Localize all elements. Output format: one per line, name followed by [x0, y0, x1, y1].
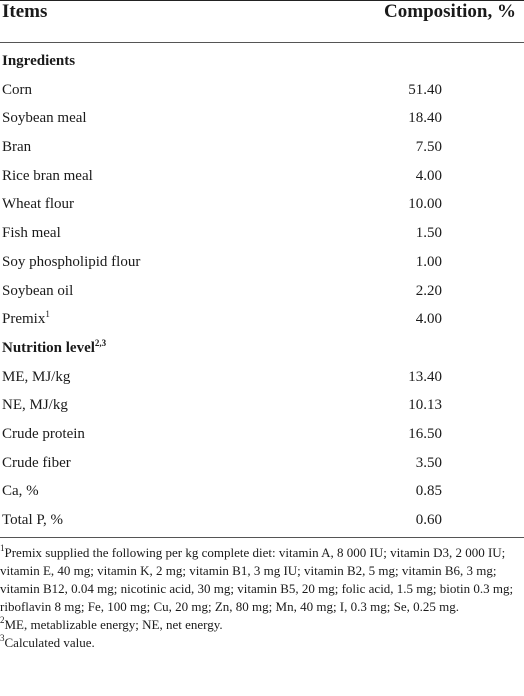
row-label: Rice bran meal	[2, 167, 93, 184]
row-label: Fish meal	[2, 225, 61, 242]
table-row	[0, 305, 524, 334]
row-label: Ca, %	[2, 483, 39, 500]
row-label: Soybean meal	[2, 110, 87, 127]
row-label-text: Premix	[2, 311, 46, 328]
row-value: 0.60	[415, 512, 442, 528]
footnote-marker: 1	[0, 543, 5, 553]
table-row	[0, 248, 524, 277]
header-items: Items	[2, 1, 48, 22]
footnote	[0, 634, 522, 652]
table-body	[0, 47, 524, 535]
header-rule	[0, 42, 524, 43]
footnote-marker: 1	[45, 309, 50, 320]
row-label: Corn	[2, 81, 32, 98]
footnote-marker: 2,3	[94, 337, 107, 348]
table-row	[0, 477, 524, 506]
table-row	[0, 162, 524, 191]
row-label: Wheat flour	[2, 196, 75, 213]
row-value: 4.00	[415, 167, 442, 184]
table-row	[0, 190, 524, 219]
section-nutrition-level	[0, 334, 524, 363]
row-value: 2.20	[415, 282, 442, 299]
footnote-text: Calculated value.	[4, 635, 95, 650]
footnote-text: Premix supplied the following per kg complete diet: vitamin A, 8 000 IU; vitamin D3, 2 000 IU; vitamin E, 40 mg; vitamin K, 2 mg; vitamin B1, 3 mg IU; vitamin B2, 5 mg; vitamin B6, 3 mg; vitamin B12, 0.04 mg; nicotinic acid, 30 mg; vitamin B5, 20 mg; folic acid, 1.5 mg; biotin 0.3 mg; riboflavin 8 mg; Fe, 100 mg; Cu, 20 mg; Zn, 80 mg; Mn, 40 mg; I, 0.3 mg; Se, 0.25 mg.	[0, 545, 514, 614]
table-row	[0, 420, 524, 449]
footnote	[0, 616, 522, 634]
row-value: 0.85	[415, 483, 442, 500]
section-ingredients	[0, 47, 524, 76]
footnote-text: ME, metablizable energy; NE, net energy.	[4, 617, 223, 632]
row-value: 3.50	[415, 454, 442, 471]
row-value: 13.40	[408, 368, 442, 385]
row-value: 10.13	[408, 397, 442, 414]
section-label: Ingredients	[2, 53, 76, 69]
row-value: 16.50	[408, 425, 442, 442]
table-row	[0, 133, 524, 162]
row-value: 51.40	[408, 81, 442, 98]
row-label: Crude fiber	[2, 454, 71, 471]
row-label: Bran	[2, 139, 32, 156]
header-composition: Composition, %	[384, 1, 516, 22]
row-value: 4.00	[415, 311, 442, 328]
row-label: Soy phospholipid flour	[2, 253, 141, 270]
table-bottom-rule	[0, 537, 524, 538]
row-label: Soybean oil	[2, 282, 74, 299]
row-value: 7.50	[415, 139, 442, 156]
row-label: NE, MJ/kg	[2, 397, 68, 414]
row-label: ME, MJ/kg	[2, 368, 71, 385]
table-row	[0, 391, 524, 420]
table-row	[0, 76, 524, 105]
section-label-text: Nutrition level	[2, 339, 95, 356]
table-row	[0, 449, 524, 478]
table-row	[0, 277, 524, 306]
row-label: Total P, %	[2, 512, 64, 528]
table-row	[0, 104, 524, 133]
row-value: 1.50	[415, 225, 442, 242]
row-value: 1.00	[415, 253, 442, 270]
row-label: Crude protein	[2, 425, 85, 442]
footnotes	[0, 544, 522, 652]
footnote-marker: 3	[0, 633, 5, 643]
row-value: 10.00	[408, 196, 442, 213]
footnote-marker: 2	[0, 615, 5, 625]
table-row	[0, 363, 524, 392]
footnote	[0, 544, 522, 616]
table-header	[0, 0, 524, 42]
table-row	[0, 506, 524, 535]
table-row	[0, 219, 524, 248]
section-label	[2, 334, 106, 363]
row-value: 18.40	[408, 110, 442, 127]
